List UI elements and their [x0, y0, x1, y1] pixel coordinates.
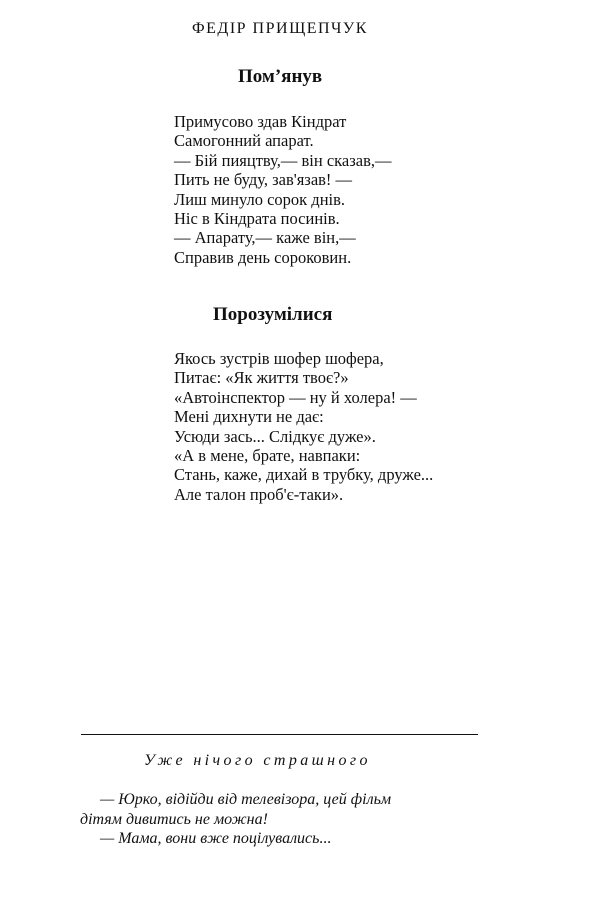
poem-title-porozumilysia: Порозумілися	[213, 304, 333, 325]
joke-text	[80, 790, 520, 849]
poem-line: Ніс в Кіндрата посинів.	[174, 209, 340, 229]
poem-porozumilysia	[174, 349, 433, 504]
poem-line: Якось зустрів шофер шофера,	[174, 349, 384, 368]
poem-line: Мені дихнути не дає:	[174, 407, 324, 427]
poem-line: Примусово здав Кіндрат	[174, 112, 347, 131]
poem-line: — Бій пияцтву,— він сказав,—	[174, 150, 392, 170]
poem-line: Усюди зась... Слідкує дуже».	[174, 426, 376, 446]
poem-line: Стань, каже, дихай в трубку, друже...	[174, 465, 434, 485]
joke-line: — Мама, вони вже поцілувались...	[100, 830, 332, 847]
poem-line: «А в мене, брате, навпаки:	[174, 446, 361, 466]
poem-line: Питає: «Як життя твоє?»	[174, 368, 349, 388]
section-divider	[81, 734, 478, 735]
poem-line: Пить не буду, зав'язав! —	[174, 170, 353, 190]
joke-line: дітям дивитись не можна!	[80, 810, 268, 828]
poem-pomianuv	[174, 112, 392, 267]
poem-line: Але талон проб'є-таки».	[174, 484, 344, 504]
poem-line: «Автоінспектор — ну й холера! —	[174, 387, 417, 407]
poem-title-pomianuv: Пом’янув	[238, 66, 323, 87]
poem-line: Самогонний апарат.	[174, 131, 314, 151]
poem-line: Справив день сороковин.	[174, 247, 352, 267]
poem-line: Лиш минуло сорок днів.	[174, 189, 346, 209]
joke-line: — Юрко, відійди від телевізора, цей фільм	[100, 791, 392, 808]
author-name: ФЕДІР ПРИЩЕПЧУК	[192, 20, 368, 37]
poem-line: — Апарату,— каже він,—	[174, 228, 356, 248]
joke-title: Уже нічого страшного	[144, 752, 371, 769]
